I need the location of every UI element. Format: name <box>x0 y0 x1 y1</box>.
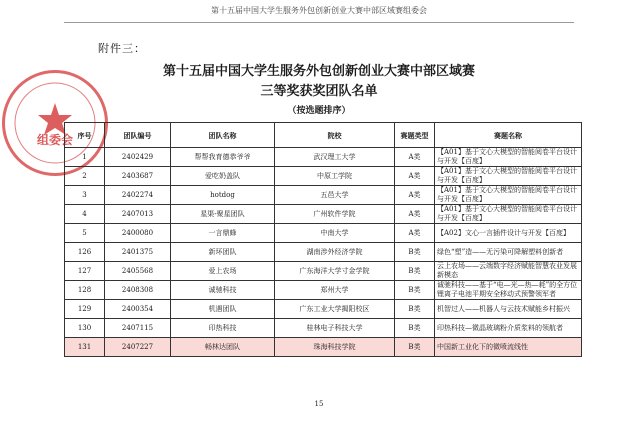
cell-school: 珠海科技学院 <box>275 338 395 357</box>
document-header: 第十五届中国大学生服务外包创新创业大赛中部区域赛组委会 <box>211 6 427 15</box>
cell-index: 130 <box>65 319 105 338</box>
header-team-id: 团队编号 <box>105 123 171 148</box>
seal-text: 组委会 <box>36 133 73 147</box>
cell-index: 131 <box>65 338 105 357</box>
cell-topic-name: 【A01】基于文心大模型的智能阅卷平台设计与开发【百度】 <box>435 205 582 224</box>
table-row <box>65 281 582 300</box>
table-row <box>65 186 582 205</box>
header-team-name: 团队名称 <box>171 123 275 148</box>
document-subtitle: 三等奖获奖团队名单 <box>260 84 378 99</box>
cell-topic-name: 【A02】文心一言插件设计与开发【百度】 <box>435 224 582 243</box>
cell-topic-type: B类 <box>395 300 435 319</box>
cell-team-id: 2402274 <box>105 186 171 205</box>
cell-team-id: 2400080 <box>105 224 171 243</box>
cell-team-id: 2401375 <box>105 243 171 262</box>
cell-team-id: 2402429 <box>105 148 171 167</box>
cell-school: 湖南涉外经济学院 <box>275 243 395 262</box>
header-index: 序号 <box>65 123 105 148</box>
cell-topic-name: 印热科技—微晶玻璃粉介质浆料的领航者 <box>435 319 582 338</box>
header-school: 院校 <box>275 123 395 148</box>
cell-topic-name: 诚驰科技——基于“电—光—热—耗”的全方位锂离子电池平期安全移动式预警领军者 <box>435 281 582 300</box>
table-row <box>65 319 582 338</box>
cell-school: 中南大学 <box>275 224 395 243</box>
cell-school: 广东海洋大学寸金学院 <box>275 262 395 281</box>
cell-school: 中原工学院 <box>275 167 395 186</box>
cell-topic-type: A类 <box>395 224 435 243</box>
cell-school: 广州软件学院 <box>275 205 395 224</box>
cell-topic-name: 机智过人——机器人与云技术赋能乡村振兴 <box>435 300 582 319</box>
cell-team-name: 印热科技 <box>171 319 275 338</box>
table-row <box>65 262 582 281</box>
cell-index: 127 <box>65 262 105 281</box>
attachment-label: 附件三： <box>98 42 146 55</box>
cell-team-id: 2405568 <box>105 262 171 281</box>
cell-team-id: 2400354 <box>105 300 171 319</box>
cell-topic-type: B类 <box>395 262 435 281</box>
cell-school: 广东工业大学揭阳校区 <box>275 300 395 319</box>
cell-index: 4 <box>65 205 105 224</box>
header-topic-type: 赛题类型 <box>395 123 435 148</box>
cell-index: 128 <box>65 281 105 300</box>
cell-school: 郑州大学 <box>275 281 395 300</box>
table-header-row <box>65 123 582 148</box>
cell-team-name: 畅林达团队 <box>171 338 275 357</box>
cell-topic-type: B类 <box>395 319 435 338</box>
cell-index: 129 <box>65 300 105 319</box>
cell-team-name: 爱吃奶盖队 <box>171 167 275 186</box>
cell-topic-type: B类 <box>395 243 435 262</box>
cell-school: 桂林电子科技大学 <box>275 319 395 338</box>
cell-topic-name: 中国新工业化下的微喷流线性 <box>435 338 582 357</box>
cell-team-id: 2408308 <box>105 281 171 300</box>
table-row <box>65 224 582 243</box>
cell-topic-name: 绿色“塑”造——无污染可降解塑料创新者 <box>435 243 582 262</box>
cell-school: 武汉理工大学 <box>275 148 395 167</box>
cell-topic-type: A类 <box>395 148 435 167</box>
cell-topic-name: 【A01】基于文心大模型的智能阅卷平台设计与开发【百度】 <box>435 167 582 186</box>
cell-index: 126 <box>65 243 105 262</box>
cell-team-name: 机遇团队 <box>171 300 275 319</box>
table-row <box>65 243 582 262</box>
cell-team-id: 2407115 <box>105 319 171 338</box>
cell-index: 5 <box>65 224 105 243</box>
cell-index: 1 <box>65 148 105 167</box>
table-row <box>65 205 582 224</box>
cell-index: 2 <box>65 167 105 186</box>
cell-school: 五邑大学 <box>275 186 395 205</box>
sort-note: （按选题排序） <box>287 106 351 116</box>
cell-team-name: 诚驰科技 <box>171 281 275 300</box>
cell-team-id: 2407227 <box>105 338 171 357</box>
cell-topic-type: A类 <box>395 205 435 224</box>
cell-topic-name: 云上农场——云端数字经济赋能智慧农业发展新模态 <box>435 262 582 281</box>
table-row <box>65 167 582 186</box>
cell-team-name: hotdog <box>171 186 275 205</box>
cell-team-id: 2407013 <box>105 205 171 224</box>
table-row <box>65 338 582 357</box>
document-title: 第十五届中国大学生服务外包创新创业大赛中部区域赛 <box>162 64 475 79</box>
table-row <box>65 300 582 319</box>
cell-team-name: 星渠-聚星团队 <box>171 205 275 224</box>
award-table-container <box>64 122 581 357</box>
cell-topic-name: 【A01】基于文心大模型的智能阅卷平台设计与开发【百度】 <box>435 148 582 167</box>
page-number: 15 <box>314 400 324 408</box>
cell-team-name: 爱上农场 <box>171 262 275 281</box>
cell-team-name: 帮帮我育德恭爷爷 <box>171 148 275 167</box>
header-topic-name: 赛题名称 <box>435 123 582 148</box>
cell-topic-type: A类 <box>395 186 435 205</box>
cell-topic-type: A类 <box>395 167 435 186</box>
cell-index: 3 <box>65 186 105 205</box>
cell-topic-name: 【A01】基于文心大模型的智能阅卷平台设计与开发【百度】 <box>435 186 582 205</box>
header-rule <box>64 22 574 23</box>
cell-team-id: 2403687 <box>105 167 171 186</box>
table-row <box>65 148 582 167</box>
cell-topic-type: B类 <box>395 338 435 357</box>
cell-team-name: 新环团队 <box>171 243 275 262</box>
cell-topic-type: B类 <box>395 281 435 300</box>
cell-team-name: 一言鼎蜂 <box>171 224 275 243</box>
award-table <box>64 122 582 357</box>
